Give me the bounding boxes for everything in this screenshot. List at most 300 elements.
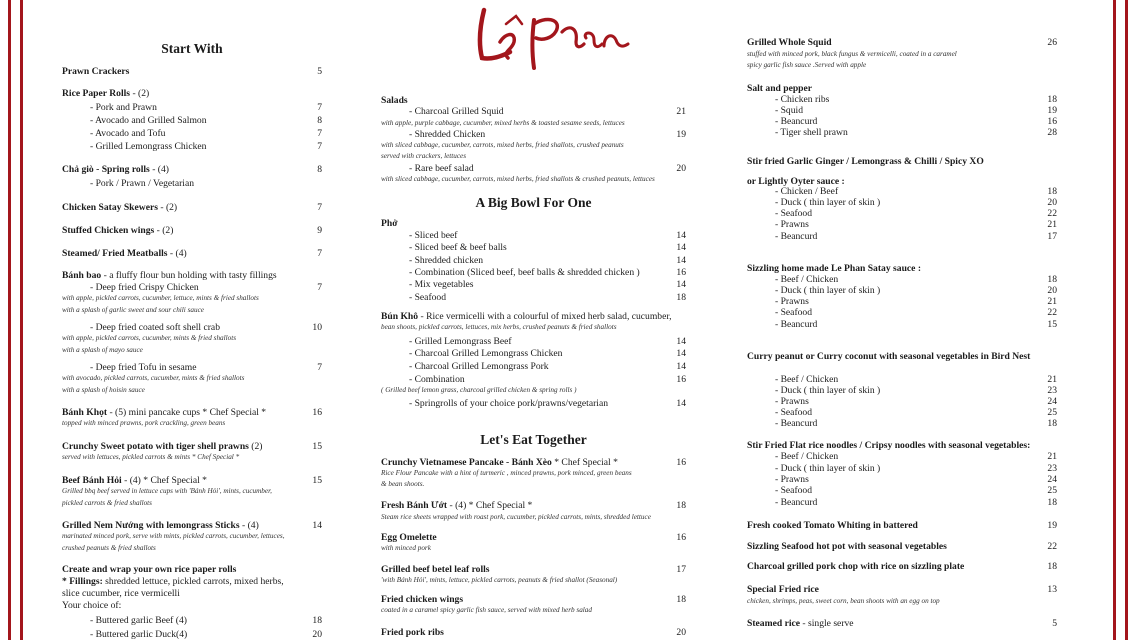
item-name: - Prawns	[775, 474, 809, 485]
item-name: Crunchy Sweet potato with tiger shell prawns	[62, 441, 249, 452]
menu-item	[747, 37, 1057, 48]
item-note: - (4) * Chef Special *	[447, 500, 533, 511]
menu-subitem	[747, 396, 1057, 407]
item-name: Sizzling home made Le Phan Satay sauce :	[747, 263, 922, 274]
item-name: Steam rice sheets wrapped with roast pork, cucumber, pickled carrots, mints, shredded lettuce	[381, 513, 651, 521]
item-price: 14	[676, 398, 686, 409]
menu-subitem	[62, 615, 322, 626]
item-price: 19	[1047, 105, 1057, 116]
item-price: 15	[312, 475, 322, 486]
item-description	[747, 61, 1057, 70]
item-price: 16	[676, 457, 686, 468]
item-price: 14	[676, 279, 686, 290]
item-name: & bean shoots.	[381, 480, 425, 488]
item-price: 20	[676, 627, 686, 638]
menu-subitem	[62, 102, 322, 113]
item-price: 16	[676, 532, 686, 543]
item-description	[381, 386, 686, 395]
item-price: 14	[312, 520, 322, 531]
item-name: ( Grilled beef lemon grass, charcoal grilled chicken & spring rolls )	[381, 386, 577, 394]
item-name: - Beancurd	[775, 231, 818, 242]
menu-subitem	[381, 255, 686, 266]
item-description	[381, 480, 686, 489]
menu-subitem	[747, 116, 1057, 127]
item-name: with a splash of garlic sweet and sour chili sauce	[62, 306, 204, 314]
item-description	[62, 386, 322, 395]
item-description	[381, 152, 686, 161]
section-heading-big-bowl: A Big Bowl For One	[475, 195, 592, 210]
item-price: 7	[317, 248, 322, 259]
menu-subitem	[62, 282, 322, 293]
item-name: Salt and pepper	[747, 83, 813, 94]
item-description	[381, 323, 686, 332]
item-price: 18	[676, 500, 686, 511]
item-price: 21	[676, 106, 686, 117]
item-price: 14	[676, 336, 686, 347]
item-description	[62, 419, 322, 428]
item-name: with avocado, pickled carrots, cucumber, mints & fried shallots	[62, 374, 245, 382]
menu-item	[62, 202, 322, 213]
item-price: 7	[317, 362, 322, 373]
menu-subitem	[381, 106, 686, 117]
section-heading-start-with: Start With	[161, 41, 223, 56]
item-description	[381, 175, 686, 184]
item-price: 22	[1047, 307, 1057, 318]
item-price: 18	[312, 615, 322, 626]
item-name: Sizzling Seafood hot pot with seasonal vegetables	[747, 541, 947, 552]
item-name: with apple, purple cabbage, cucumber, mixed herbs & toasted sesame seeds, lettuces	[381, 119, 625, 127]
item-name: - Squid	[775, 105, 803, 116]
item-description	[381, 469, 686, 478]
menu-item	[62, 88, 322, 99]
item-name: spicy garlic fish sauce .Served with apple	[747, 61, 867, 69]
menu-subitem	[747, 418, 1057, 429]
item-name: Beef Bánh Hỏi	[62, 475, 122, 486]
item-name: with apple, pickled carrots, cucumber, mints & fried shallots	[62, 334, 237, 342]
menu-subitem	[381, 279, 686, 290]
item-description	[747, 50, 1057, 59]
item-description	[62, 487, 322, 496]
menu-subitem	[747, 274, 1057, 285]
item-name: pickled carrots & fried shallots	[62, 499, 152, 507]
menu-subitem	[381, 398, 686, 409]
le-phan-logo	[470, 2, 640, 74]
item-price: 17	[676, 564, 686, 575]
menu-item	[747, 440, 1057, 451]
item-name: slice cucumber, rice vermicelli	[62, 588, 180, 599]
item-description	[62, 374, 322, 383]
menu-item	[747, 561, 1057, 572]
item-name: - Beef / Chicken	[775, 451, 839, 462]
item-name: - Beancurd	[775, 497, 818, 508]
item-name: served with lettuces, pickled carrots & mints * Chef Special *	[62, 453, 240, 461]
item-price: 22	[1047, 541, 1057, 552]
item-price: 7	[317, 102, 322, 113]
item-description	[381, 606, 686, 615]
item-price: 21	[1047, 374, 1057, 385]
menu-item	[381, 218, 686, 229]
item-price: 28	[1047, 127, 1057, 138]
item-name: - Deep fried Tofu in sesame	[90, 362, 197, 373]
menu-subitem	[62, 178, 322, 189]
item-price: 13	[1047, 584, 1057, 595]
item-name: Bánh bao	[62, 270, 102, 281]
menu-subitem	[747, 127, 1057, 138]
item-price: 15	[312, 441, 322, 452]
item-name: Stuffed Chicken wings	[62, 225, 155, 236]
item-name: crushed peanuts & fried shallots	[62, 544, 156, 552]
item-name: with apple, pickled carrots, cucumber, lettuce, mints & fried shallots	[62, 294, 259, 302]
item-price: 7	[317, 141, 322, 152]
item-price: 26	[1047, 37, 1057, 48]
item-price: 9	[317, 225, 322, 236]
menu-subitem	[747, 231, 1057, 242]
menu-subitem	[747, 197, 1057, 208]
item-name: - Seafood	[775, 307, 813, 318]
menu-subitem	[62, 322, 322, 333]
item-name: Fresh cooked Tomato Whiting in battered	[747, 520, 918, 531]
item-name: - Duck ( thin layer of skin )	[775, 463, 881, 474]
item-name: Grilled beef betel leaf rolls	[381, 564, 490, 575]
item-price: 23	[1047, 385, 1057, 396]
item-price: 14	[676, 348, 686, 359]
item-price: 8	[317, 164, 322, 175]
item-name: stuffed with minced pork, black fungus & vermicelli, coated in a caramel	[747, 50, 957, 58]
item-name: - Buttered garlic Duck(4)	[90, 629, 188, 640]
item-name: - Charcoal Grilled Squid	[409, 106, 504, 117]
menu-item	[747, 584, 1057, 595]
item-name: 'with Bánh Hỏi', mints, lettuce, pickled carrots, peanuts & fried shallot (Seasonal)	[381, 576, 618, 584]
menu-subitem	[747, 385, 1057, 396]
item-note: - (2)	[157, 202, 178, 213]
item-name: Stir Fried Flat rice noodles / Cripsy noodles with seasonal vegetables:	[747, 440, 1031, 451]
item-name: Salads	[381, 95, 408, 106]
item-description	[747, 597, 1057, 606]
item-name: Steamed rice	[747, 618, 801, 629]
item-price: 23	[1047, 463, 1057, 474]
item-price: 16	[312, 407, 322, 418]
menu-item	[62, 164, 322, 175]
item-price: 18	[676, 594, 686, 605]
menu-subitem	[747, 474, 1057, 485]
menu-item	[62, 270, 322, 281]
item-description	[62, 544, 322, 553]
item-name: bean shoots, pickled carrots, lettuces, mix herbs, crushed peanuts & fried shallots	[381, 323, 617, 331]
item-description	[381, 513, 686, 522]
menu-item	[747, 156, 1057, 167]
menu-item	[62, 225, 322, 236]
menu-subitem	[747, 407, 1057, 418]
item-name: with sliced cabbage, cucumber, carrots, mixed herbs, fried shallots & crushed peanuts, lettuces	[381, 175, 655, 183]
item-price: 18	[1047, 186, 1057, 197]
item-price: 19	[1047, 520, 1057, 531]
item-name: - Beef / Chicken	[775, 374, 839, 385]
item-description	[62, 294, 322, 303]
menu-item	[381, 500, 686, 511]
item-price: 5	[1052, 618, 1057, 629]
item-name: - Combination	[409, 374, 465, 385]
item-note: shredded lettuce, pickled carrots, mixed herbs,	[102, 576, 284, 587]
menu-subitem	[747, 296, 1057, 307]
menu-item	[747, 351, 1057, 362]
left-border	[8, 0, 23, 640]
item-price: 18	[1047, 94, 1057, 105]
menu-item	[381, 564, 686, 575]
item-name: with a splash of mayo sauce	[62, 346, 143, 354]
item-price: 14	[676, 242, 686, 253]
item-description	[381, 544, 686, 553]
menu-subitem	[747, 374, 1057, 385]
item-price: 20	[676, 163, 686, 174]
item-name: - Prawns	[775, 219, 809, 230]
item-name: Create and wrap your own rice paper rolls	[62, 564, 237, 575]
item-name: - Sliced beef	[409, 230, 458, 241]
item-name: with a splash of hoisin sauce	[62, 386, 145, 394]
item-note: - Rice vermicelli with a colourful of mixed herb salad, cucumber,	[418, 311, 672, 322]
item-name: - Seafood	[775, 407, 813, 418]
item-name: with sliced cabbage, cucumber, carrots, mixed herbs, fried shallots, crushed peanuts	[381, 141, 624, 149]
item-note: - (2)	[130, 88, 150, 99]
item-description	[62, 346, 322, 355]
item-price: 15	[1047, 319, 1057, 330]
item-price: 16	[1047, 116, 1057, 127]
item-price: 21	[1047, 219, 1057, 230]
item-name: - Beancurd	[775, 418, 818, 429]
menu-item	[62, 66, 322, 77]
item-price: 7	[317, 282, 322, 293]
item-price: 19	[676, 129, 686, 140]
item-name: Your choice of:	[62, 600, 122, 611]
menu-item	[747, 541, 1057, 552]
menu-subitem	[747, 208, 1057, 219]
item-name: chicken, shrimps, peas, sweet corn, bean shoots with an egg on top	[747, 597, 940, 605]
menu-subitem	[747, 219, 1057, 230]
menu-subitem	[747, 319, 1057, 330]
item-price: 18	[1047, 274, 1057, 285]
item-name: Special Fried rice	[747, 584, 819, 595]
menu-subitem	[62, 128, 322, 139]
menu-subitem	[381, 163, 686, 174]
menu-item	[62, 576, 322, 587]
item-note: - (4)	[167, 248, 187, 259]
menu-subitem	[747, 105, 1057, 116]
menu-item	[747, 520, 1057, 531]
section-heading-eat-together: Let's Eat Together	[480, 432, 587, 447]
item-note: * Chef Special *	[551, 457, 618, 468]
item-name: - Pork and Prawn	[90, 102, 157, 113]
item-price: 25	[1047, 407, 1057, 418]
item-price: 20	[1047, 285, 1057, 296]
item-name: - Springrolls of your choice pork/prawns/vegetarian	[409, 398, 609, 409]
item-price: 21	[1047, 296, 1057, 307]
item-description	[62, 532, 322, 541]
item-price: 14	[676, 230, 686, 241]
item-name: Charcoal grilled pork chop with rice on sizzling plate	[747, 561, 965, 572]
item-description	[381, 576, 686, 585]
menu-subitem	[381, 129, 686, 140]
item-name: Fresh Bánh Ướt	[381, 500, 448, 511]
item-price: 20	[312, 629, 322, 640]
item-price: 18	[1047, 561, 1057, 572]
menu-subitem	[747, 497, 1057, 508]
menu-subitem	[747, 485, 1057, 496]
item-price: 7	[317, 128, 322, 139]
item-name: - Prawns	[775, 296, 809, 307]
item-name: - Grilled Lemongrass Beef	[409, 336, 512, 347]
menu-subitem	[381, 361, 686, 372]
item-name: Stir fried Garlic Ginger / Lemongrass & Chilli / Spicy XO	[747, 156, 984, 167]
item-name: - Beef / Chicken	[775, 274, 839, 285]
item-name: Rice Flour Pancake with a hint of turmeric , minced prawns, pork minced, green beans	[381, 469, 632, 477]
item-name: - Charcoal Grilled Lemongrass Pork	[409, 361, 549, 372]
menu-item	[747, 83, 1057, 94]
item-name: - Tiger shell prawn	[775, 127, 848, 138]
item-price: 7	[317, 202, 322, 213]
item-description	[62, 453, 322, 462]
item-name: - Duck ( thin layer of skin )	[775, 197, 881, 208]
item-name: or Lightly Oyter sauce :	[747, 176, 845, 187]
item-note: - (2)	[154, 225, 174, 236]
item-note: (2)	[248, 441, 263, 452]
item-name: - Duck ( thin layer of skin )	[775, 285, 881, 296]
menu-subitem	[747, 451, 1057, 462]
item-price: 24	[1047, 474, 1057, 485]
menu-subitem	[62, 362, 322, 373]
item-price: 20	[1047, 197, 1057, 208]
item-name: Rice Paper Rolls	[62, 88, 131, 99]
right-border	[1113, 0, 1128, 640]
menu-subitem	[62, 141, 322, 152]
item-price: 22	[1047, 208, 1057, 219]
item-name: - Seafood	[409, 292, 447, 303]
item-name: - Shredded Chicken	[409, 129, 486, 140]
item-name: with minced pork	[381, 544, 431, 552]
item-name: Fried pork ribs	[381, 627, 444, 638]
item-name: - Grilled Lemongrass Chicken	[90, 141, 207, 152]
item-name: - Mix vegetables	[409, 279, 474, 290]
menu-subitem	[747, 463, 1057, 474]
item-note: - (4)	[149, 164, 169, 175]
item-name: - Deep fried coated soft shell crab	[90, 322, 220, 333]
menu-item	[62, 248, 322, 259]
menu-item	[381, 311, 686, 322]
item-price: 18	[676, 292, 686, 303]
item-name: Grilled Nem Nướng with lemongrass Sticks	[62, 520, 240, 531]
item-name: - Prawns	[775, 396, 809, 407]
menu-item	[381, 594, 686, 605]
menu-item	[62, 564, 322, 575]
item-name: - Beancurd	[775, 319, 818, 330]
item-name: - Charcoal Grilled Lemongrass Chicken	[409, 348, 563, 359]
item-name: - Avocado and Tofu	[90, 128, 166, 139]
menu-item	[381, 532, 686, 543]
menu-subitem	[381, 242, 686, 253]
item-name: Bún Khô	[381, 311, 419, 322]
item-name: Fried chicken wings	[381, 594, 464, 605]
item-name: Prawn Crackers	[62, 66, 130, 77]
item-name: Chả giò - Spring rolls	[62, 164, 150, 175]
item-note: - (5) mini pancake cups * Chef Special *	[107, 407, 267, 418]
item-price: 8	[317, 115, 322, 126]
menu-subitem	[747, 94, 1057, 105]
menu-item	[62, 588, 322, 599]
item-price: 24	[1047, 396, 1057, 407]
menu-subitem	[381, 292, 686, 303]
menu-subitem	[62, 115, 322, 126]
menu-item	[381, 95, 686, 106]
menu-subitem	[381, 230, 686, 241]
menu-item	[747, 618, 1057, 629]
item-price: 25	[1047, 485, 1057, 496]
item-name: - Chicken / Beef	[775, 186, 839, 197]
menu-item	[381, 627, 686, 638]
item-price: 16	[676, 374, 686, 385]
menu-item	[62, 600, 322, 611]
item-name: - Shredded chicken	[409, 255, 484, 266]
menu-subitem	[747, 285, 1057, 296]
item-note: - single serve	[800, 618, 854, 629]
menu-subitem	[747, 186, 1057, 197]
item-name: Bánh Khọt	[62, 407, 108, 418]
item-price: 5	[317, 66, 322, 77]
item-price: 18	[1047, 418, 1057, 429]
menu-subitem	[381, 348, 686, 359]
item-name: Grilled bbq beef served in lettuce cups with 'Bánh Hỏi', mints, cucumber,	[62, 487, 272, 495]
item-name: - Pork / Prawn / Vegetarian	[90, 178, 194, 189]
menu-item	[62, 475, 322, 486]
item-name: served with crackers, lettuces	[381, 152, 467, 160]
item-name: - Seafood	[775, 208, 813, 219]
item-price: 18	[1047, 497, 1057, 508]
logo-text: Lê Phan	[470, 2, 474, 3]
item-name: Curry peanut or Curry coconut with seasonal vegetables in Bird Nest	[747, 351, 1031, 362]
menu-subitem	[381, 267, 686, 278]
menu-subitem	[747, 307, 1057, 318]
item-description	[381, 119, 686, 128]
item-name: - Deep fried Crispy Chicken	[90, 282, 199, 293]
item-name: Chicken Satay Skewers	[62, 202, 158, 213]
menu-item	[381, 457, 686, 468]
item-price: 14	[676, 361, 686, 372]
menu-item	[62, 520, 322, 531]
menu-item	[747, 263, 1057, 274]
menu-subitem	[62, 629, 322, 640]
item-note: - (4)	[239, 520, 259, 531]
item-note: - a fluffy flour bun holding with tasty fillings	[101, 270, 277, 281]
item-name: Egg Omelette	[381, 532, 437, 543]
item-name: * Fillings:	[62, 576, 103, 587]
item-note: - (4) * Chef Special *	[121, 475, 207, 486]
item-name: - Sliced beef & beef balls	[409, 242, 507, 253]
item-name: - Duck ( thin layer of skin )	[775, 385, 881, 396]
item-name: - Avocado and Grilled Salmon	[90, 115, 207, 126]
item-name: - Beancurd	[775, 116, 818, 127]
item-name: - Buttered garlic Beef (4)	[90, 615, 187, 626]
item-name: Phở	[381, 218, 398, 229]
item-name: topped with minced prawns, pork crackling, green beans	[62, 419, 226, 427]
menu-subitem	[381, 374, 686, 385]
item-name: Grilled Whole Squid	[747, 37, 832, 48]
item-price: 16	[676, 267, 686, 278]
item-description	[381, 141, 686, 150]
item-name: coated in a caramel spicy garlic fish sauce, served with mixed herb salad	[381, 606, 592, 614]
item-description	[62, 306, 322, 315]
item-description	[62, 334, 322, 343]
item-name: - Seafood	[775, 485, 813, 496]
item-name: Steamed/ Fried Meatballs	[62, 248, 168, 259]
item-name: Crunchy Vietnamese Pancake - Bánh Xèo	[381, 457, 552, 468]
item-description	[62, 499, 322, 508]
